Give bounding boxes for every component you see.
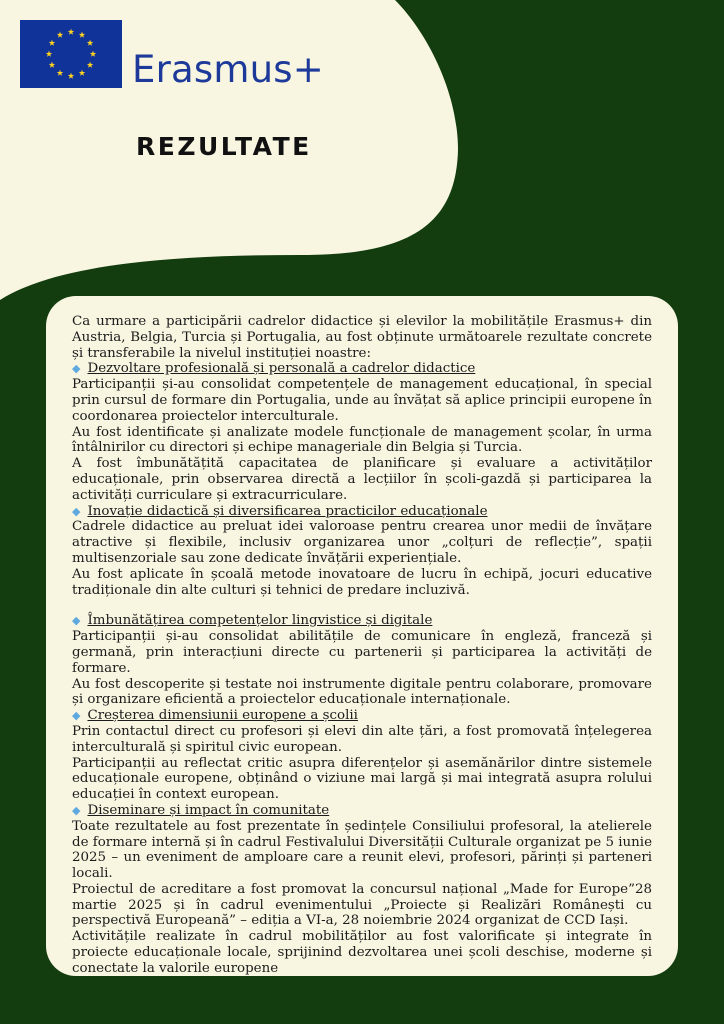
- paragraph: Au fost aplicate în școală metode inovatoare de lucru în echipă, jocuri educative tradiționale din alte culturi și tehnici de predare incluzivă.: [72, 566, 652, 598]
- content-card: [46, 296, 678, 976]
- erasmus-logo-text: Erasmus+: [132, 48, 324, 91]
- paragraph: Participanții și-au consolidat competențele de management educațional, în special prin cursul de formare din Portugalia, unde au învățat să aplice principii europene în coordonarea proiectelor interculturale.: [72, 377, 652, 424]
- section-heading-european-dimension: ◆ Creșterea dimensiunii europene a școlii: [72, 708, 358, 724]
- paragraph: Participanții și-au consolidat abilitățile de comunicare în engleză, franceză și germană, prin interacțiuni directe cu partenerii și participarea la activități de formare.: [72, 629, 652, 676]
- paragraph: Toate rezultatele au fost prezentate în ședințele Consiliului profesoral, la atelierele de formare internă și în cadrul Festivalului Diversității Culturale organizat pe 5 iunie 2025 – un eveniment de amploare care a reunit elevi, profesori, părinți și parteneri locali.: [72, 818, 652, 882]
- eu-star-icon: [79, 70, 85, 76]
- intro-paragraph: Ca urmare a participării cadrelor didactice și elevilor la mobilitățile Erasmus+ din Austria, Belgia, Turcia și Portugalia, au fost obținute următoarele rezultate concrete și transferabile la nivelul instituției noastre:: [72, 314, 652, 361]
- diamond-bullet-icon: ◆: [72, 614, 81, 628]
- eu-star-icon: [49, 40, 55, 46]
- section-heading-language-digital-skills: ◆ Îmbunătățirea competențelor lingvistice și digitale: [72, 613, 433, 629]
- eu-star-icon: [90, 51, 96, 57]
- diamond-bullet-icon: ◆: [72, 362, 81, 376]
- eu-star-icon: [57, 32, 63, 38]
- eu-star-icon: [49, 62, 55, 68]
- spacer: [72, 598, 652, 613]
- paragraph: Au fost descoperite și testate noi instrumente digitale pentru colaborare, promovare și organizare eficientă a proiectelor educaționale internaționale.: [72, 676, 652, 708]
- section-heading-didactic-innovation: ◆ Inovație didactică și diversificarea practicilor educaționale: [72, 503, 488, 519]
- diamond-bullet-icon: ◆: [72, 709, 81, 723]
- eu-star-icon: [79, 32, 85, 38]
- eu-star-icon: [57, 70, 63, 76]
- eu-star-icon: [68, 29, 74, 35]
- paragraph: Participanții au reflectat critic asupra diferențelor și asemănărilor dintre sistemele educaționale europene, obținând o viziune mai largă și mai integrată asupra rolului educației în context european.: [72, 755, 652, 803]
- section-heading-dissemination: ◆ Diseminare și impact în comunitate: [72, 802, 330, 818]
- eu-flag-icon: [20, 20, 122, 88]
- diamond-bullet-icon: ◆: [72, 504, 81, 518]
- eu-star-icon: [87, 62, 93, 68]
- page-title: REZULTATE: [136, 132, 312, 161]
- section-heading-professional-development: ◆ Dezvoltare profesională și personală a cadrelor didactice: [72, 361, 476, 377]
- paragraph: Cadrele didactice au preluat idei valoroase pentru crearea unor medii de învățare atractive și flexibile, inclusiv organizarea unor „colțuri de reflecție”, spații multisenzoriale sau zone dedicate învățării experiențiale.: [72, 519, 652, 566]
- eu-star-icon: [46, 51, 52, 57]
- paragraph: Proiectul de acreditare a fost promovat la concursul național „Made for Europe”28 martie 2025 și în cadrul evenimentului „Proiecte și Realizări Românești cu perspectivă Europeană” – ediția a VI-a, 28 noiembrie 2024 organizat de CCD Iași.: [72, 881, 652, 929]
- diamond-bullet-icon: ◆: [72, 803, 81, 817]
- paragraph: A fost îmbunătățită capacitatea de planificare și evaluare a activităților educaționale, prin observarea directă a lecțiilor în școli-gazdă și participarea la activități curriculare și extracurriculare.: [72, 456, 652, 503]
- eu-star-icon: [68, 73, 74, 79]
- eu-star-icon: [87, 40, 93, 46]
- paragraph: Au fost identificate și analizate modele funcționale de management școlar, în urma întâlnirilor cu directori și echipe manageriale din Belgia și Turcia.: [72, 424, 652, 456]
- paragraph: Activitățile realizate în cadrul mobilităților au fost valorificate și integrate în proiecte educaționale locale, sprijinind dezvoltarea unei școli deschise, moderne și conectate la valorile europene: [72, 929, 652, 976]
- paragraph: Prin contactul direct cu profesori și elevi din alte țări, a fost promovată înțelegerea interculturală și spiritul civic european.: [72, 723, 652, 755]
